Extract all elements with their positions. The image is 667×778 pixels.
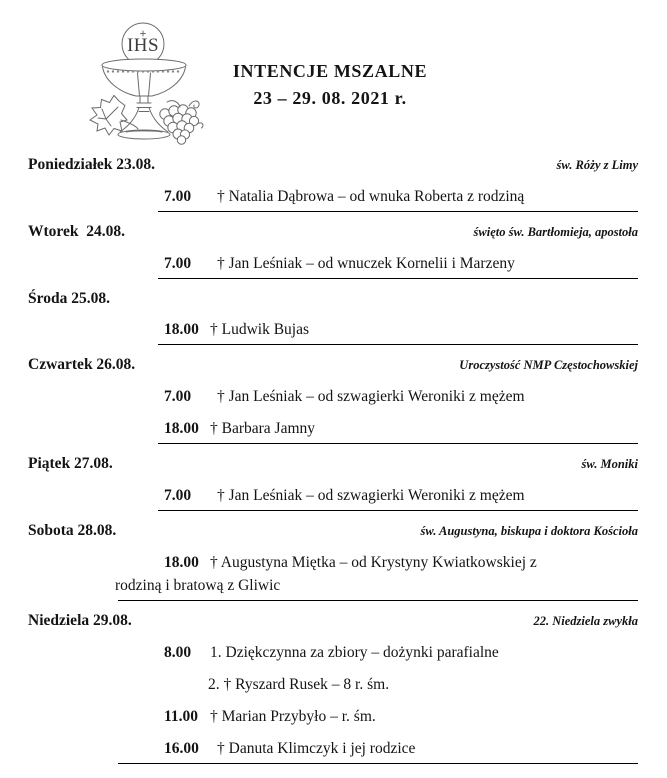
mass-intention: † Augustyna Miętka – od Krystyny Kwiatkowskiej z bbox=[210, 554, 537, 571]
mass-row bbox=[164, 386, 638, 407]
mass-time: 7.00 bbox=[164, 388, 192, 405]
day-section bbox=[28, 453, 638, 511]
feast-label: św. Róży z Limy bbox=[556, 158, 638, 172]
separator-rule bbox=[158, 443, 638, 444]
mass-time: 8.00 bbox=[164, 644, 192, 661]
separator-rule bbox=[158, 510, 638, 511]
day-section bbox=[28, 610, 638, 764]
mass-row bbox=[208, 674, 638, 695]
day-name: Sobota 28.08. bbox=[28, 522, 117, 539]
mass-row bbox=[164, 485, 638, 506]
mass-time: 16.00 bbox=[164, 740, 199, 757]
mass-row bbox=[164, 418, 638, 439]
day-header bbox=[28, 520, 638, 542]
feast-label: święto św. Bartłomieja, apostoła bbox=[473, 225, 638, 239]
mass-time: 7.00 bbox=[164, 188, 192, 205]
day-header bbox=[28, 453, 638, 475]
mass-intention: † Natalia Dąbrowa – od wnuka Roberta z rodziną bbox=[217, 188, 525, 205]
day-name: Czwartek 26.08. bbox=[28, 356, 136, 373]
mass-intention: † Ludwik Bujas bbox=[210, 321, 310, 338]
mass-time: 18.00 bbox=[164, 420, 199, 437]
mass-intention: † Jan Leśniak – od wnuczek Kornelii i Marzeny bbox=[217, 255, 515, 272]
mass-intention: 2. † Ryszard Rusek – 8 r. śm. bbox=[208, 676, 390, 693]
separator-rule bbox=[158, 278, 638, 279]
title-block bbox=[210, 58, 450, 112]
grapes-icon bbox=[160, 105, 199, 144]
separator-rule bbox=[118, 763, 638, 764]
date-range: 23 – 29. 08. 2021 r. bbox=[253, 88, 407, 108]
mass-time: 18.00 bbox=[164, 554, 199, 571]
separator-rule bbox=[158, 211, 638, 212]
mass-row bbox=[164, 706, 638, 727]
page-title: INTENCJE MSZALNE bbox=[232, 61, 428, 81]
mass-row bbox=[115, 575, 638, 596]
schedule bbox=[28, 154, 638, 764]
day-section bbox=[28, 221, 638, 279]
separator-rule bbox=[158, 344, 638, 345]
mass-intention: † Marian Przybyło – r. śm. bbox=[210, 708, 376, 725]
mass-intention: † Danuta Klimczyk i jej rodzice bbox=[217, 740, 416, 757]
day-header bbox=[28, 610, 638, 632]
mass-intention: † Barbara Jamny bbox=[210, 420, 316, 437]
day-header bbox=[28, 221, 638, 243]
chalice-ihs-logo bbox=[85, 8, 205, 148]
day-section bbox=[28, 154, 638, 212]
mass-intention: rodziną i bratową z Gliwic bbox=[115, 577, 281, 594]
mass-intention: † Jan Leśniak – od szwagierki Weroniki z mężem bbox=[217, 388, 525, 405]
day-name: Poniedziałek 23.08. bbox=[28, 156, 156, 173]
day-header bbox=[28, 154, 638, 176]
mass-time: 18.00 bbox=[164, 321, 199, 338]
day-section bbox=[28, 520, 638, 601]
day-name: Niedziela 29.08. bbox=[28, 612, 132, 629]
day-header bbox=[28, 288, 638, 309]
separator-rule bbox=[118, 600, 638, 601]
day-section bbox=[28, 288, 638, 345]
chalice-ihs-icon bbox=[85, 8, 205, 148]
mass-row bbox=[164, 186, 638, 207]
feast-label: św. Moniki bbox=[581, 457, 638, 471]
mass-row bbox=[164, 319, 638, 340]
day-name: Piątek 27.08. bbox=[28, 455, 113, 472]
feast-label: św. Augustyna, biskupa i doktora Kościoła bbox=[420, 524, 638, 538]
mass-time: 7.00 bbox=[164, 255, 192, 272]
mass-intention: † Jan Leśniak – od szwagierki Weroniki z mężem bbox=[217, 487, 525, 504]
mass-time: 7.00 bbox=[164, 487, 192, 504]
mass-time: 11.00 bbox=[164, 708, 199, 725]
mass-row bbox=[164, 253, 638, 274]
mass-intention: 1. Dziękczynna za zbiory – dożynki parafialne bbox=[210, 644, 499, 661]
day-section bbox=[28, 354, 638, 444]
mass-row bbox=[164, 642, 638, 663]
day-name: Wtorek 24.08. bbox=[28, 223, 126, 240]
mass-row bbox=[164, 552, 638, 573]
day-header bbox=[28, 354, 638, 376]
feast-label: Uroczystość NMP Częstochowskiej bbox=[459, 358, 638, 372]
ihs-monogram: IHS bbox=[126, 35, 160, 56]
mass-row bbox=[164, 738, 638, 759]
day-name: Środa 25.08. bbox=[28, 290, 110, 307]
feast-label: 22. Niedziela zwykła bbox=[533, 614, 638, 628]
